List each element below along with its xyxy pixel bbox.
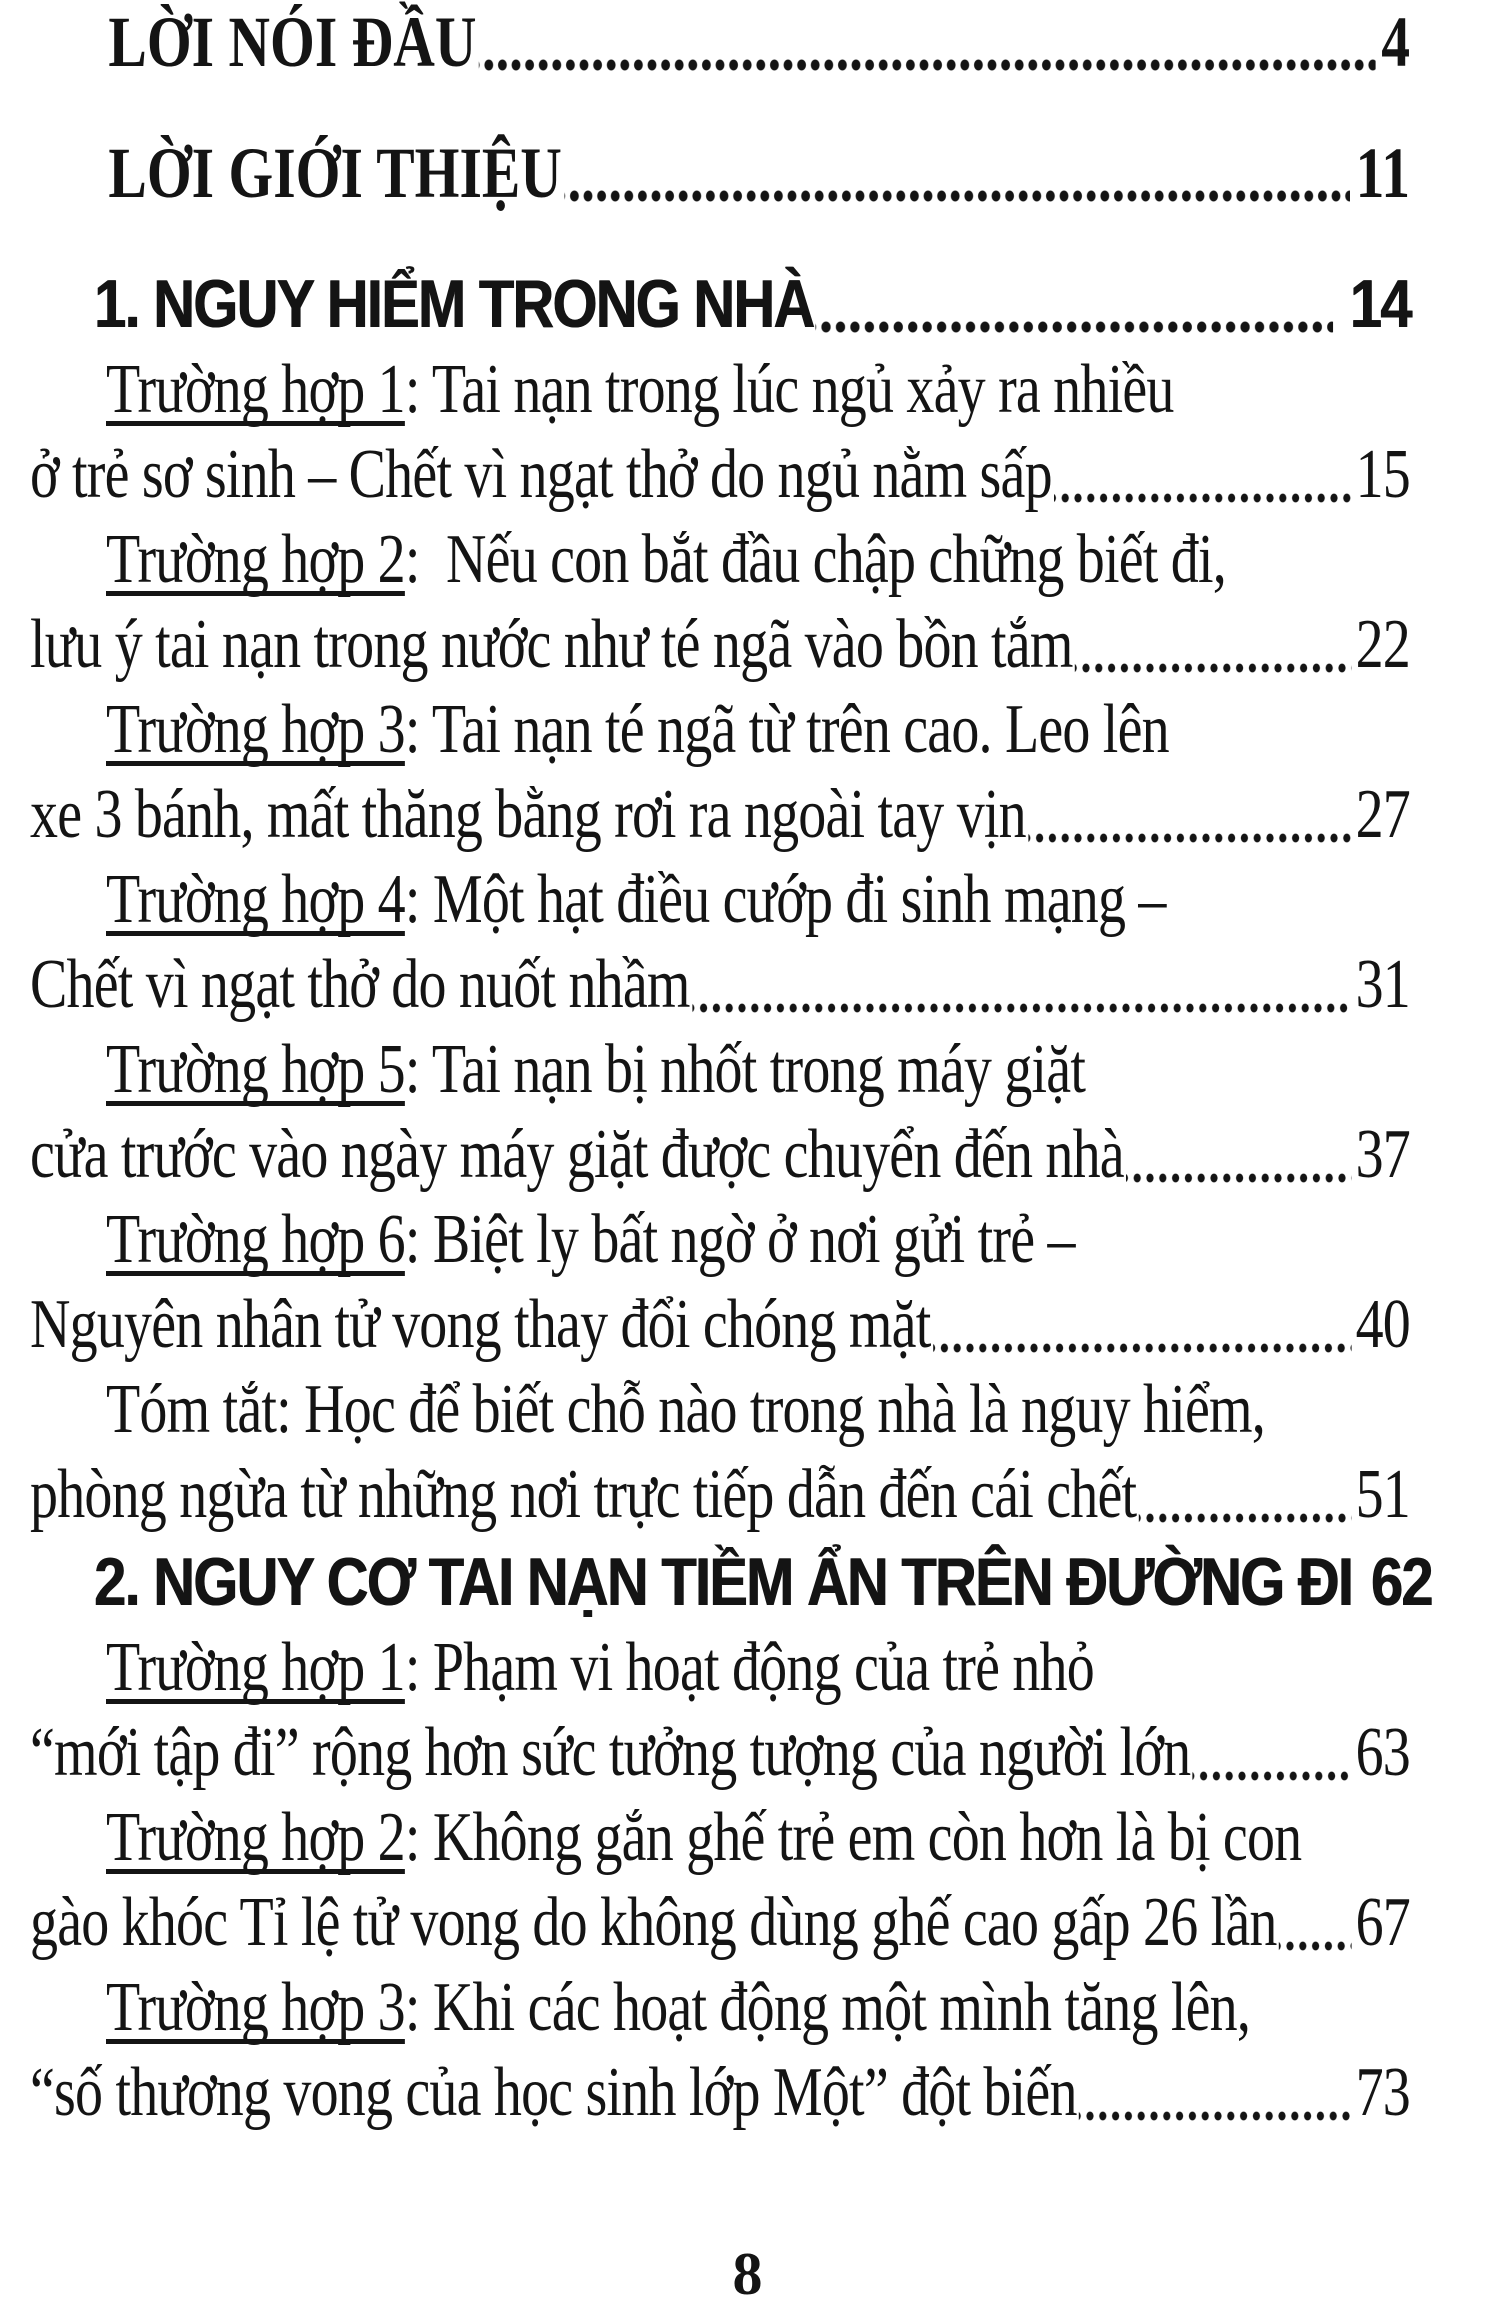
toc-chapter-heading — [30, 0, 1410, 85]
toc-page-number: 4 — [1381, 2, 1410, 82]
toc-case-label: Trường hợp 2 — [106, 1799, 405, 1876]
toc-entry-text: : Tai nạn bị nhốt trong máy giặt — [404, 1031, 1086, 1108]
toc-entry-text: “số thương vong của học sinh lớp Một” đột biến — [30, 2054, 1077, 2131]
toc-entry-text-group — [30, 1965, 1250, 2050]
toc-entry-text-group — [30, 1540, 1352, 1625]
toc-entry-text-group — [30, 857, 1166, 942]
toc-entry-text: Tóm tắt: Học để biết chỗ nào trong nhà là nguy hiểm, — [106, 1371, 1265, 1448]
toc-entry-text-group — [30, 1880, 1277, 1965]
page-footer — [0, 2239, 1495, 2309]
dot-leader — [1028, 772, 1351, 857]
toc-entry-text-group — [30, 0, 476, 85]
toc-entry-text-group — [30, 1282, 930, 1367]
toc-entry-text: LỜI GIỚI THIỆU — [108, 133, 562, 213]
toc-entry-text-group — [30, 2050, 1077, 2135]
toc-case-label: Trường hợp 1 — [106, 1629, 405, 1706]
toc-entry-text: : Nếu con bắt đầu chập chững biết đi, — [404, 521, 1226, 598]
toc-entry-text-group — [30, 1112, 1124, 1197]
toc-entry-text: 2. NGUY CƠ TAI NẠN TIỀM ẨN TRÊN ĐƯỜNG ĐI — [93, 1544, 1352, 1620]
dot-leader — [1075, 602, 1352, 687]
toc-entry-line — [30, 1197, 1410, 1282]
toc-entry-text: cửa trước vào ngày máy giặt được chuyển đến nhà — [30, 1116, 1124, 1193]
toc-entry-text-group — [30, 1197, 1075, 1282]
toc-entry-line — [30, 1965, 1410, 2050]
toc-entry-text: 1. NGUY HIỂM TRONG NHÀ — [93, 266, 814, 342]
toc-page-number: 15 — [1355, 436, 1410, 513]
toc-entry-line — [30, 1880, 1410, 1965]
toc-page-number: 27 — [1355, 776, 1410, 853]
toc-entry-line — [30, 347, 1410, 432]
toc-page-number: 14 — [1349, 266, 1411, 342]
toc-case-label: Trường hợp 4 — [106, 861, 405, 938]
toc-case-label: Trường hợp 3 — [106, 691, 405, 768]
dot-leader — [816, 262, 1334, 347]
toc-page-number: 51 — [1355, 1456, 1410, 1533]
toc-entry-text-group — [30, 1452, 1136, 1537]
toc-entry-line — [30, 857, 1410, 942]
toc-entry-text: : Khi các hoạt động một mình tăng lên, — [404, 1969, 1251, 2046]
toc-entry-text: gào khóc Tỉ lệ tử vong do không dùng ghế cao gấp 26 lần — [30, 1884, 1277, 1961]
dot-leader — [692, 942, 1352, 1027]
toc-entry-text-group — [30, 942, 690, 1027]
toc-entry-line — [30, 2050, 1410, 2135]
toc-entry-line — [30, 1027, 1410, 1112]
toc-entry-line — [30, 1282, 1410, 1367]
toc-entry-text-group — [30, 131, 562, 216]
toc-entry-text: phòng ngừa từ những nơi trực tiếp dẫn đến cái chết — [30, 1456, 1137, 1533]
toc-page-number: 73 — [1355, 2054, 1410, 2131]
dot-leader — [1279, 1880, 1352, 1965]
toc-entry-text-group — [30, 347, 1174, 432]
toc-case-label: Trường hợp 5 — [106, 1031, 405, 1108]
toc-entry-text: : Phạm vi hoạt động của trẻ nhỏ — [404, 1629, 1094, 1706]
dot-leader — [933, 1282, 1352, 1367]
toc-entry-text-group — [30, 1625, 1094, 1710]
toc-entry-line — [30, 942, 1410, 1027]
toc-entry-text: ở trẻ sơ sinh – Chết vì ngạt thở do ngủ nằm sấp — [30, 436, 1052, 513]
dot-leader — [1054, 432, 1351, 517]
toc-entry-text-group — [30, 602, 1073, 687]
toc-entry-line — [30, 1452, 1410, 1537]
toc-entry-line — [30, 687, 1410, 772]
toc-entry-line — [30, 1795, 1410, 1880]
toc-entry-text-group — [30, 687, 1169, 772]
toc-entry-text: : Không gắn ghế trẻ em còn hơn là bị con — [404, 1799, 1302, 1876]
toc-entry-line — [30, 602, 1410, 687]
toc-entry-text: Chết vì ngạt thở do nuốt nhầm — [30, 946, 690, 1023]
toc-case-label: Trường hợp 2 — [106, 521, 405, 598]
dot-leader — [1126, 1112, 1351, 1197]
toc-case-label: Trường hợp 6 — [106, 1201, 405, 1278]
toc-entry-text: : Tai nạn té ngã từ trên cao. Leo lên — [404, 691, 1169, 768]
dot-leader — [479, 0, 1376, 85]
dot-leader — [1139, 1452, 1352, 1537]
toc-entry-text: : Tai nạn trong lúc ngủ xảy ra nhiều — [404, 351, 1174, 428]
toc-entry-line — [30, 1625, 1410, 1710]
toc-entry-line — [30, 1710, 1410, 1795]
toc-case-label: Trường hợp 1 — [106, 351, 405, 428]
toc-entry-text: : Biệt ly bất ngờ ở nơi gửi trẻ – — [404, 1201, 1075, 1278]
toc-page-number: 63 — [1355, 1714, 1410, 1791]
toc-entry-line — [30, 1112, 1410, 1197]
page-number: 8 — [732, 2241, 763, 2307]
toc-page-number: 37 — [1355, 1116, 1410, 1193]
toc-entry-line — [30, 1367, 1410, 1452]
toc-chapter-heading — [30, 131, 1410, 216]
toc-entry-line — [30, 432, 1410, 517]
toc-entry-text: lưu ý tai nạn trong nước như té ngã vào bồn tắm — [30, 606, 1073, 683]
toc-entry-text: : Một hạt điều cướp đi sinh mạng – — [404, 861, 1166, 938]
toc-entry-text-group — [30, 1795, 1301, 1880]
toc-page-number: 22 — [1355, 606, 1410, 683]
dot-leader — [1079, 2050, 1352, 2135]
toc-entry-text-group — [30, 772, 1026, 857]
dot-leader — [1193, 1710, 1352, 1795]
toc-entry-text: xe 3 bánh, mất thăng bằng rơi ra ngoài tay vịn — [30, 776, 1026, 853]
toc-chapter-heading — [30, 262, 1410, 347]
toc-page-number: 11 — [1355, 133, 1410, 213]
toc-page-number: 31 — [1355, 946, 1410, 1023]
toc-entry-text: LỜI NÓI ĐẦU — [108, 2, 477, 82]
toc-page-number: 40 — [1355, 1286, 1410, 1363]
toc-chapter-heading — [30, 1540, 1432, 1625]
toc-entry-text-group — [30, 1710, 1190, 1795]
toc-entry-text: “mới tập đi” rộng hơn sức tưởng tượng của người lớn — [30, 1714, 1191, 1791]
toc-entry-line — [30, 772, 1410, 857]
toc-entry-text-group — [30, 432, 1052, 517]
toc-entry-text: Nguyên nhân tử vong thay đổi chóng mặt — [30, 1286, 931, 1363]
toc-entry-text-group — [30, 1367, 1265, 1452]
dot-leader — [564, 131, 1350, 216]
toc-entry-text-group — [30, 517, 1226, 602]
toc-page-number: 62 — [1370, 1544, 1432, 1620]
toc-entry-text-group — [30, 262, 813, 347]
toc-case-label: Trường hợp 3 — [106, 1969, 405, 2046]
toc-entry-line — [30, 517, 1410, 602]
toc-page-number: 67 — [1355, 1884, 1410, 1961]
toc-entry-text-group — [30, 1027, 1085, 1112]
